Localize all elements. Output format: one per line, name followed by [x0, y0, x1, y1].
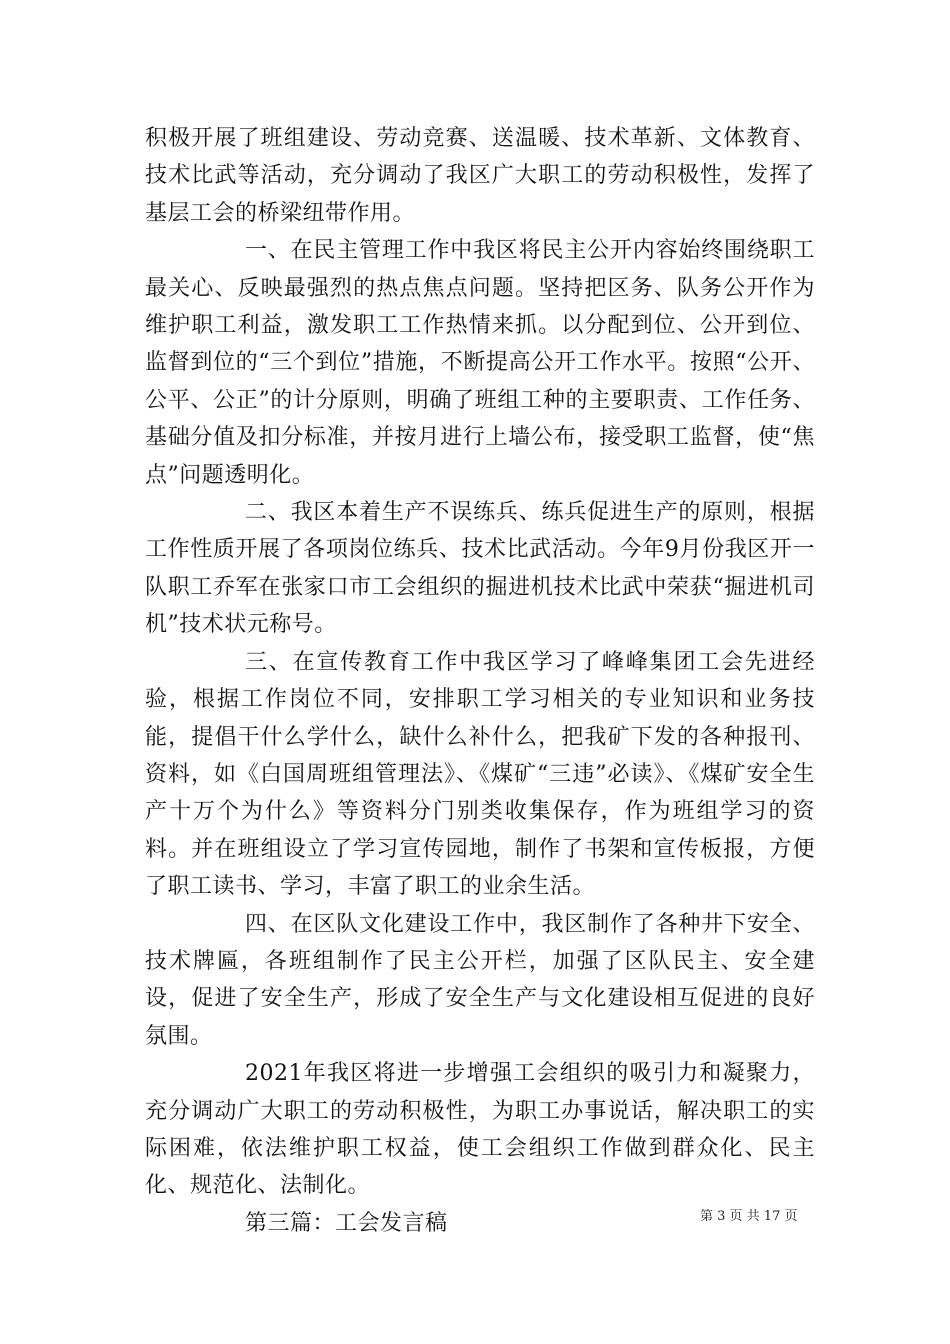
paragraph-intro-continuation: 积极开展了班组建设、劳动竞赛、送温暖、技术革新、文体教育、技术比武等活动，充分调动了我区广大职工的劳动积极性，发挥了基层工会的桥梁纽带作用。 [145, 126, 815, 226]
paragraph-section-one: 一、在民主管理工作中我区将民主公开内容始终围绕职工最关心、反映最强烈的热点焦点问题。坚持把区务、队务公开作为维护职工利益，激发职工工作热情来抓。以分配到位、公开到位、监督到位的“三个到位”措施，不断提高公开工作水平。按照“公开、公平、公正”的计分原则，明确了班组工种的主要职责、工作任务、基础分值及扣分标准，并按月进行上墙公布，接受职工监督，使“焦点”问题透明化。 [145, 238, 815, 488]
paragraph-outlook-2021: 2021年我区将进一步增强工会组织的吸引力和凝聚力，充分调动广大职工的劳动积极性，为职工办事说话，解决职工的实际困难，依法维护职工权益，使工会组织工作做到群众化、民主化、规范化、法制化。 [145, 1061, 815, 1199]
paragraph-section-four: 四、在区队文化建设工作中，我区制作了各种井下安全、技术牌匾，各班组制作了民主公开栏，加强了区队民主、安全建设，促进了安全生产，形成了安全生产与文化建设相互促进的良好氛围。 [145, 911, 815, 1049]
document-body [145, 120, 815, 1242]
paragraph-section-two: 二、我区本着生产不误练兵、练兵促进生产的原则，根据工作性质开展了各项岗位练兵、技术比武活动。今年9月份我区开一队职工乔军在张家口市工会组织的掘进机技术比武中荣获“掘进机司机”技术状元称号。 [145, 500, 815, 638]
section-heading-third-article: 第三篇：工会发言稿 [245, 1210, 448, 1236]
page-number-footer: 第 3 页 共 17 页 [700, 1209, 798, 1224]
paragraph-section-three: 三、在宣传教育工作中我区学习了峰峰集团工会先进经验，根据工作岗位不同，安排职工学习相关的专业知识和业务技能，提倡干什么学什么，缺什么补什么，把我矿下发的各种报刊、资料，如《白国周班组管理法》、《煤矿“三违”必读》、《煤矿安全生产十万个为什么》等资料分门别类收集保存，作为班组学习的资料。并在班组设立了学习宣传园地，制作了书架和宣传板报，方便了职工读书、学习，丰富了职工的业余生活。 [145, 649, 815, 900]
